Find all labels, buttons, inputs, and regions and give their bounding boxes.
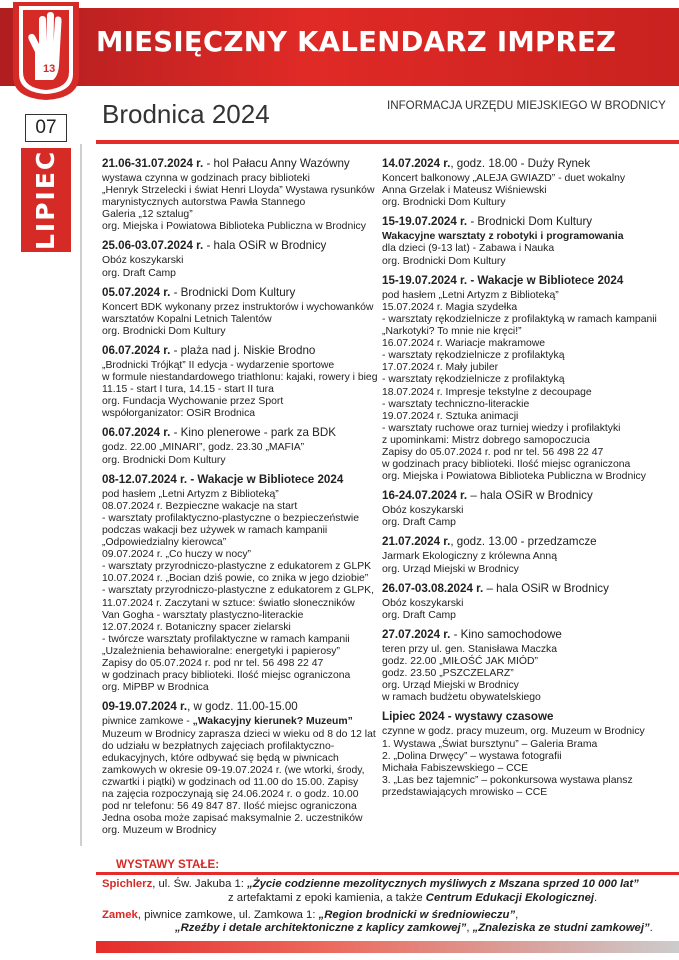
- event-line: teren przy ul. gen. Stanisława Maczka: [382, 643, 557, 655]
- zamek-sculptures-title: „Rzeźby i detale architektoniczne z kaplicy zamkowej”: [175, 922, 467, 934]
- zamek-line: [102, 909, 518, 922]
- event-line: warsztatów Kopalni Letnich Talentów: [102, 313, 272, 325]
- event-line: org. Brodnicki Dom Kultury: [102, 454, 226, 466]
- event-line: org. Muzeum w Brodnicy: [102, 825, 217, 837]
- event-date: 25.06-03.07.2024 r.: [102, 239, 204, 253]
- event-heading: [382, 628, 672, 642]
- city-year-heading: Brodnica 2024: [102, 99, 270, 129]
- event-line: „Brodnicki Trójkąt” II edycja - wydarzenie sportowe: [102, 359, 335, 371]
- event-place: – hala OSiR w Brodnicy: [483, 581, 609, 595]
- zamek-line2-sep: ,: [466, 922, 473, 934]
- event-date: 14.07.2024 r.: [382, 157, 451, 170]
- event-heading: [102, 473, 378, 487]
- event-line: w formule niestandardowego triathlonu: kajaki, rowery i bieg: [102, 372, 378, 384]
- event-heading: [382, 489, 672, 503]
- event-line: 09.07.2024 r. „Co huczy w nocy”: [102, 549, 252, 561]
- event-line: 2. „Dolina Drwęcy” – wystawa fotografii: [382, 750, 562, 762]
- event-line: w godzinach pracy biblioteki. Ilość miejsc ograniczona: [382, 459, 631, 471]
- event-line: współorganizator: OSiR Brodnica: [102, 408, 256, 420]
- event-line: 18.07.2024 r. Impresje tekstylne z decoupage: [382, 386, 592, 398]
- event-line: Zapisy do 05.07.2024 r. pod nr tel. 56 498 22 47: [102, 658, 324, 670]
- event-place: - Kino samochodowe: [450, 627, 562, 641]
- event-line: org. Urząd Miejski w Brodnicy: [382, 563, 519, 575]
- event-line: 17.07.2024 r. Mały jubiler: [382, 362, 499, 374]
- event-line: w ramach budżetu obywatelskiego: [382, 692, 541, 704]
- event-subtitle: [382, 231, 672, 243]
- event-line: org. Urząd Miejski w Brodnicy: [382, 680, 519, 692]
- event-place: , godz. 13.00 - przedzamcze: [450, 535, 597, 549]
- event-line: 16.07.2024 r. Wariacje makramowe: [382, 338, 546, 350]
- event-entry: [382, 489, 672, 529]
- event-line: Koncert BDK wykonany przez instruktorów i wychowanków: [102, 301, 374, 313]
- event-line: org. Brodnicki Dom Kultury: [382, 197, 506, 209]
- event-line: 08.07.2024 r. Bezpieczne wakacje na start: [102, 500, 298, 512]
- column-divider: [80, 144, 82, 846]
- event-heading: [102, 239, 378, 253]
- event-line: Obóz koszykarski: [102, 255, 184, 267]
- spichlerz-line-2: [228, 892, 597, 905]
- zamek-title-suffix: ,: [515, 909, 519, 921]
- event-line: godz. 22.00 „MIŁOŚĆ JAK MIÓD”: [382, 655, 538, 667]
- event-entry: [382, 710, 672, 799]
- event-line: org. Draft Camp: [102, 267, 176, 279]
- event-date: 09-19.07.2024 r.: [102, 700, 188, 714]
- event-line: pod nr telefonu: 56 49 847 87. Ilość miejsc ograniczona: [102, 801, 357, 813]
- event-line: org. Brodnicki Dom Kultury: [102, 325, 226, 337]
- event-line: Van Gogha - warsztaty plastyczno-literackie: [102, 609, 304, 621]
- event-entry: [102, 344, 378, 420]
- event-subtitle: [382, 290, 672, 302]
- event-line: org. MiPBP w Brodnica: [102, 682, 209, 694]
- event-line: do udziału w bezpłatnych zajęciach profilaktyczno-: [102, 740, 335, 752]
- event-line: - warsztaty rękodzielnicze z profilaktyką w ramach kampanii: [382, 313, 657, 325]
- event-subtitle-text: pod hasłem „Letni Artyzm z Biblioteką”: [102, 488, 279, 500]
- event-line: marynistycznych autorstwa Pawła Stannego: [102, 197, 306, 209]
- event-subtitle-bold: „Wakacyjny kierunek? Muzeum”: [192, 716, 353, 728]
- issuer-info: INFORMACJA URZĘDU MIEJSKIEGO W BRODNICY: [387, 99, 666, 112]
- event-line: - warsztaty rękodzielnicze z profilaktyką: [382, 374, 565, 386]
- spichlerz-address: , ul. Św. Jakuba 1:: [152, 878, 248, 890]
- event-heading: [382, 535, 672, 549]
- raised-hand-icon: [13, 2, 79, 100]
- event-line: 1. Wystawa „Świat bursztynu” – Galeria Brama: [382, 738, 598, 750]
- event-entry: [102, 286, 378, 338]
- event-place: - plaża nad j. Niskie Brodno: [170, 343, 316, 357]
- title-divider: [96, 140, 679, 144]
- event-entry: [382, 582, 672, 622]
- event-place: - wystawy czasowe: [444, 710, 554, 724]
- bottom-bar: [96, 941, 679, 953]
- event-place: - Kino plenerowe - park za BDK: [170, 426, 336, 440]
- event-subtitle-text: pod hasłem „Letni Artyzm z Biblioteką”: [382, 289, 559, 301]
- event-place: , godz. 18.00 - Duży Rynek: [450, 157, 591, 170]
- event-line: Jarmark Ekologiczny z królewna Anną: [382, 551, 557, 563]
- event-line: „Narkotyki? To mnie nie kręci!”: [382, 326, 522, 338]
- event-entry: [102, 239, 378, 279]
- spichlerz-eco-centre: Centrum Edukacji Ekologicznej: [425, 892, 595, 904]
- spichlerz-line2-suffix: .: [594, 892, 598, 904]
- event-entry: [382, 628, 672, 704]
- event-line: 12.07.2024 r. Botaniczny spacer zielarski: [102, 621, 291, 633]
- event-heading: [102, 700, 378, 714]
- event-date: 06.07.2024 r.: [102, 426, 171, 440]
- event-line: org. Fundacja Wychowanie przez Sport: [102, 396, 284, 408]
- event-entry: [102, 157, 378, 233]
- event-entry: [382, 157, 672, 209]
- event-line: 15.07.2024 r. Magia szydełka: [382, 301, 518, 313]
- event-date: 08-12.07.2024 r.: [102, 472, 188, 486]
- event-line: „Henryk Strzelecki i świat Henri Lloyda” Wystawa rysunków: [102, 185, 375, 197]
- event-line: z upominkami: Mistrz dobrego samopoczucia: [382, 434, 590, 446]
- event-line: przedstawiających mrowisko – CCE: [382, 786, 548, 798]
- event-place: , w godz. 11.00-15.00: [187, 700, 298, 714]
- event-entry: [102, 700, 378, 837]
- event-subtitle: [102, 489, 378, 501]
- month-name: LIPIEC: [21, 148, 71, 252]
- permanent-exhibitions-label: WYSTAWY STAŁE:: [116, 858, 220, 871]
- event-line: Muzeum w Brodnicy zaprasza dzieci w wieku od 8 do 12 lat: [102, 728, 376, 740]
- event-line: Obóz koszykarski: [382, 505, 464, 517]
- event-place: - hol Pałacu Anny Wazówny: [203, 157, 350, 170]
- event-date: 15-19.07.2024 r.: [382, 215, 468, 229]
- event-subtitle: [382, 726, 672, 738]
- spichlerz-name: Spichlerz: [102, 878, 153, 890]
- event-date: 21.06-31.07.2024 r.: [102, 157, 204, 170]
- event-date: 15-19.07.2024 r.: [382, 273, 468, 287]
- event-date: 26.07-03.08.2024 r.: [382, 581, 484, 595]
- event-line: - warsztaty ruchowe oraz turniej wiedzy i profilaktyki: [382, 422, 621, 434]
- event-line: czwartki i piątki) w godzinach od 11.00 do 15.00. Zapisy: [102, 776, 359, 788]
- event-line: godz. 22.00 „MINARI”, godz. 23.30 „MAFIA”: [102, 442, 305, 454]
- event-line: org. Draft Camp: [382, 517, 456, 529]
- event-place: - Wakacje w Bibliotece 2024: [187, 472, 344, 486]
- event-line: zamkowych w okresie 09-19.07.2024 r. (we wtorki, środy,: [102, 764, 365, 776]
- zamek-address: , piwnice zamkowe, ul. Zamkowa 1:: [137, 909, 319, 921]
- event-line: „Odpowiedzialny kierowca”: [102, 537, 227, 549]
- spichlerz-exhibition-title: „Życie codzienne mezolitycznych myśliwych z Mszana sprzed 10 000 lat”: [247, 878, 639, 890]
- event-line: - twórcze warsztaty profilaktyczne w ramach kampanii: [102, 633, 350, 645]
- event-line: - warsztaty rękodzielnicze z profilaktyką: [382, 350, 565, 362]
- right-event-column: [382, 157, 672, 805]
- event-heading: [382, 215, 672, 229]
- event-subtitle-text: czynne w godz. pracy muzeum, org. Muzeum w Brodnicy: [382, 726, 645, 738]
- event-date: Lipiec 2024: [382, 710, 445, 724]
- event-line: 11.07.2024 r. Zaczytani w sztuce: światło słoneczników: [102, 597, 355, 609]
- event-line: podczas wakacji bez używek w ramach kampanii: [102, 524, 328, 536]
- event-line: na zajęcia rozpoczynają się 24.06.2024 r. o godz. 10.00: [102, 788, 359, 800]
- spichlerz-line2-prefix: z artefaktami z epoki kamienia, a także: [228, 892, 426, 904]
- event-line: Anna Grzelak i Mateusz Wiśniewski: [382, 185, 547, 197]
- event-line: Obóz koszykarski: [382, 597, 464, 609]
- zamek-line-2: [175, 922, 653, 935]
- event-line: org. Draft Camp: [382, 609, 456, 621]
- event-line: 3. „Las bez tajemnic” – pokonkursowa wystawa plansz: [382, 774, 633, 786]
- event-subtitle: [102, 716, 378, 728]
- event-place: - Brodnicki Dom Kultury: [467, 215, 593, 229]
- event-line: org. Miejska i Powiatowa Biblioteka Publiczna w Brodnicy: [102, 221, 366, 233]
- event-place: - Wakacje w Bibliotece 2024: [467, 273, 624, 287]
- event-line: Jedna osoba może zapisać maksymalnie 2. uczestników: [102, 813, 363, 825]
- event-line: Galeria „12 sztalug”: [102, 209, 193, 221]
- event-line: wystawa czynna w godzinach pracy biblioteki: [102, 173, 310, 184]
- event-entry: [382, 535, 672, 575]
- event-heading: [382, 274, 672, 288]
- event-heading: [382, 582, 672, 596]
- event-line: 11.15 - start I tura, 14.15 - start II tura: [102, 384, 274, 396]
- event-entry: [382, 274, 672, 484]
- event-date: 27.07.2024 r.: [382, 627, 451, 641]
- event-place: – hala OSiR w Brodnicy: [467, 489, 593, 503]
- event-line: - warsztaty profilaktyczno-plastyczne o bezpieczeństwie: [102, 512, 359, 524]
- event-line: org. Miejska i Powiatowa Biblioteka Publiczna w Brodnicy: [382, 471, 646, 483]
- event-heading: [102, 344, 378, 358]
- event-line: Zapisy do 05.07.2024 r. pod nr tel. 56 498 22 47: [382, 447, 604, 458]
- event-line: 10.07.2024 r. „Bocian dziś powie, co znika w jego dziobie”: [102, 573, 369, 585]
- event-line: - warsztaty przyrodniczo-plastyczne z edukatorem z GLPK,: [102, 585, 374, 597]
- page-title: MIESIĘCZNY KALENDARZ IMPREZ: [96, 26, 617, 58]
- event-subtitle-bold: Wakacyjne warsztaty z robotyki i programowania: [382, 231, 624, 243]
- event-place: - Brodnicki Dom Kultury: [170, 285, 296, 299]
- event-heading: [102, 157, 378, 171]
- event-line: „Uzależnienia behawioralne: energetyki i papierosy”: [102, 645, 340, 657]
- event-date: 05.07.2024 r.: [102, 285, 171, 299]
- event-heading: [382, 710, 672, 724]
- event-line: - warsztaty techniczno-literackie: [382, 398, 530, 410]
- event-subtitle-prefix: piwnice zamkowe -: [102, 716, 193, 728]
- event-line: godz. 23.50 „PSZCZELARZ”: [382, 668, 514, 680]
- zamek-exhibition-title: „Region brodnicki w średniowieczu”: [318, 909, 516, 921]
- event-entry: [102, 473, 378, 695]
- event-date: 06.07.2024 r.: [102, 343, 171, 357]
- event-line: w godzinach pracy biblioteki. Ilość miejsc ograniczona: [102, 670, 351, 682]
- event-date: 21.07.2024 r.: [382, 535, 451, 549]
- event-entry: [382, 215, 672, 267]
- event-line: edukacyjnych, które odbywać się będą w piwnicach: [102, 752, 339, 764]
- event-line: Koncert balkonowy „ALEJA GWIAZD” - duet wokalny: [382, 173, 626, 184]
- zamek-finds-title: „Znaleziska ze studni zamkowej”: [472, 922, 650, 934]
- svg-text:13: 13: [43, 63, 56, 75]
- event-heading: [102, 286, 378, 300]
- spichlerz-line: [102, 878, 639, 891]
- zamek-name: Zamek: [102, 909, 138, 921]
- event-line: org. Brodnicki Dom Kultury: [382, 255, 506, 267]
- event-line: 19.07.2024 r. Sztuka animacji: [382, 410, 519, 422]
- event-line: Michała Fabiszewskiego – CCE: [382, 762, 529, 774]
- zamek-line2-suffix: .: [649, 922, 653, 934]
- permanent-divider: [96, 872, 679, 875]
- event-date: 16-24.07.2024 r.: [382, 489, 468, 503]
- month-number: 07: [25, 114, 67, 142]
- event-place: - hala OSiR w Brodnicy: [203, 239, 327, 253]
- left-event-column: [102, 157, 378, 843]
- event-line: - warsztaty przyrodniczo-plastyczne z edukatorem z GLPK: [102, 561, 372, 573]
- event-heading: [102, 426, 378, 440]
- event-heading: [382, 157, 672, 171]
- event-entry: [102, 426, 378, 466]
- event-line: dla dzieci (9-13 lat) - Zabawa i Nauka: [382, 243, 555, 255]
